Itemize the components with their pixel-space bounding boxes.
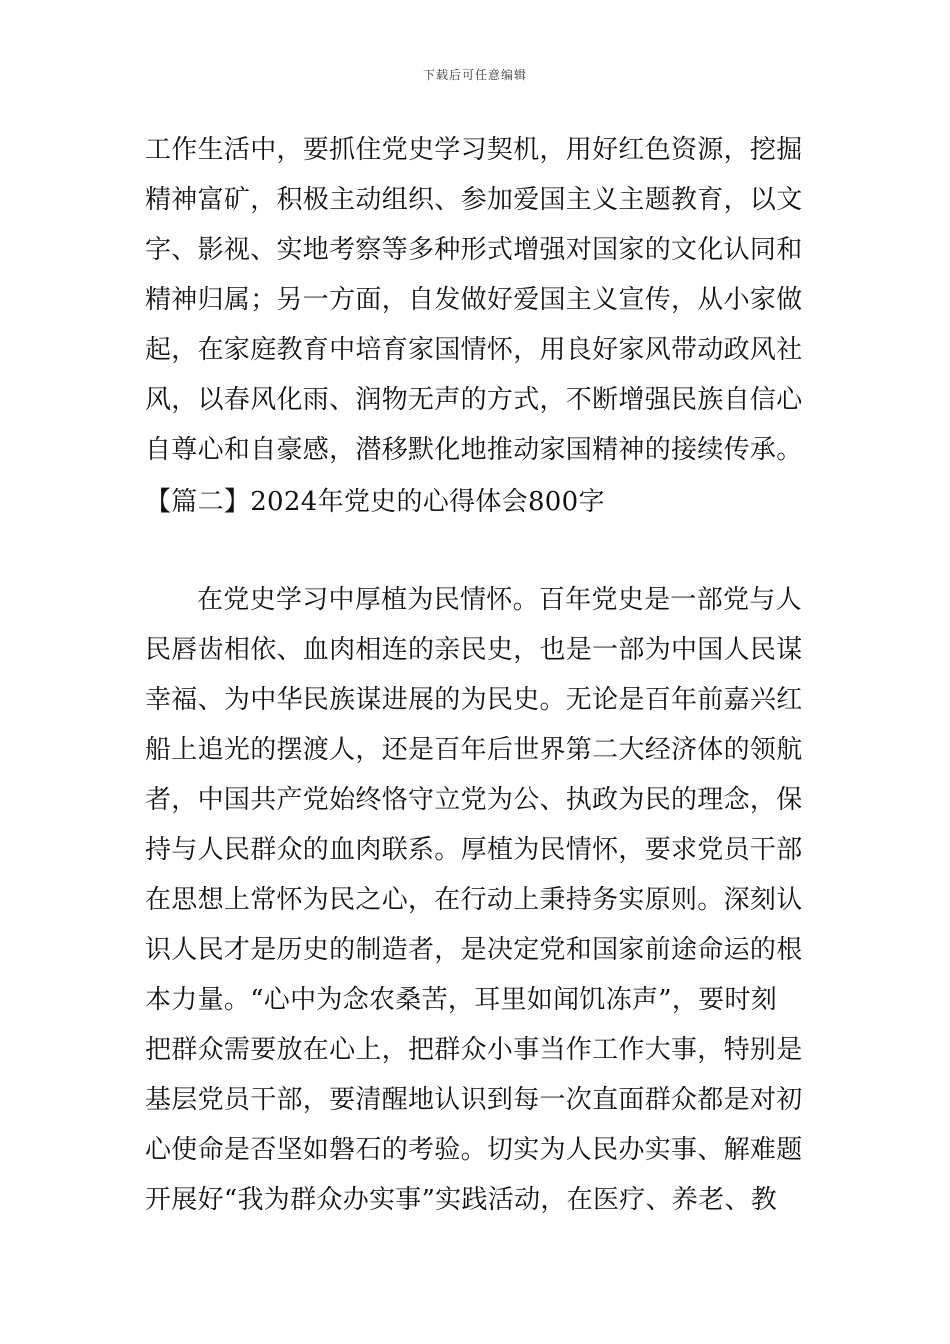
paragraph-line: 精神归属；另一方面，自发做好爱国主义宣传，从小家做 <box>145 285 803 315</box>
paragraph-line: 心使命是否坚如磐石的考验。切实为人民办实事、解难题 <box>145 1135 803 1165</box>
paragraph-line: 持与人民群众的血肉联系。厚植为民情怀，要求党员干部 <box>145 835 803 865</box>
paragraph-line: 识人民才是历史的制造者，是决定党和国家前途命运的根 <box>145 935 803 965</box>
paragraph-line: 工作生活中，要抓住党史学习契机，用好红色资源，挖掘 <box>145 135 803 165</box>
paragraph-line: 字、影视、实地考察等多种形式增强对国家的文化认同和 <box>145 235 803 265</box>
paragraph-line: 基层党员干部，要清醒地认识到每一次直面群众都是对初 <box>145 1085 803 1115</box>
paragraph-line: 船上追光的摆渡人，还是百年后世界第二大经济体的领航 <box>145 735 803 765</box>
paragraph-line: 在思想上常怀为民之心，在行动上秉持务实原则。深刻认 <box>145 885 803 915</box>
paragraph-line: 者，中国共产党始终恪守立党为公、执政为民的理念，保 <box>145 785 803 815</box>
page-header: 下载后可任意编辑 <box>422 68 527 82</box>
section-heading-block <box>145 477 810 527</box>
paragraph-line: 开展好“我为群众办实事”实践活动，在医疗、养老、教 <box>145 1185 778 1215</box>
paragraph-line: 风，以春风化雨、润物无声的方式，不断增强民族自信心 <box>145 385 803 415</box>
paragraph-line: 自尊心和自豪感，潜移默化地推动家国精神的接续传承。 <box>145 435 803 465</box>
paragraph-line: 幸福、为中华民族谋进展的为民史。无论是百年前嘉兴红 <box>145 685 803 715</box>
paragraph-continued <box>145 125 810 475</box>
paragraph-line: 本力量。“心中为念农桑苦，耳里如闻饥冻声”，要时刻 <box>145 985 778 1015</box>
paragraph-line: 在党史学习中厚植为民情怀。百年党史是一部党与人 <box>197 585 802 615</box>
paragraph-main <box>145 575 810 1225</box>
paragraph-line: 起，在家庭教育中培育家国情怀，用良好家风带动政风社 <box>145 335 803 365</box>
paragraph-line: 民唇齿相依、血肉相连的亲民史，也是一部为中国人民谋 <box>145 635 803 665</box>
section-heading: 【篇二】2024年党史的心得体会800字 <box>145 487 605 517</box>
paragraph-line: 把群众需要放在心上，把群众小事当作工作大事，特别是 <box>145 1035 803 1065</box>
paragraph-line: 精神富矿，积极主动组织、参加爱国主义主题教育，以文 <box>145 185 803 215</box>
